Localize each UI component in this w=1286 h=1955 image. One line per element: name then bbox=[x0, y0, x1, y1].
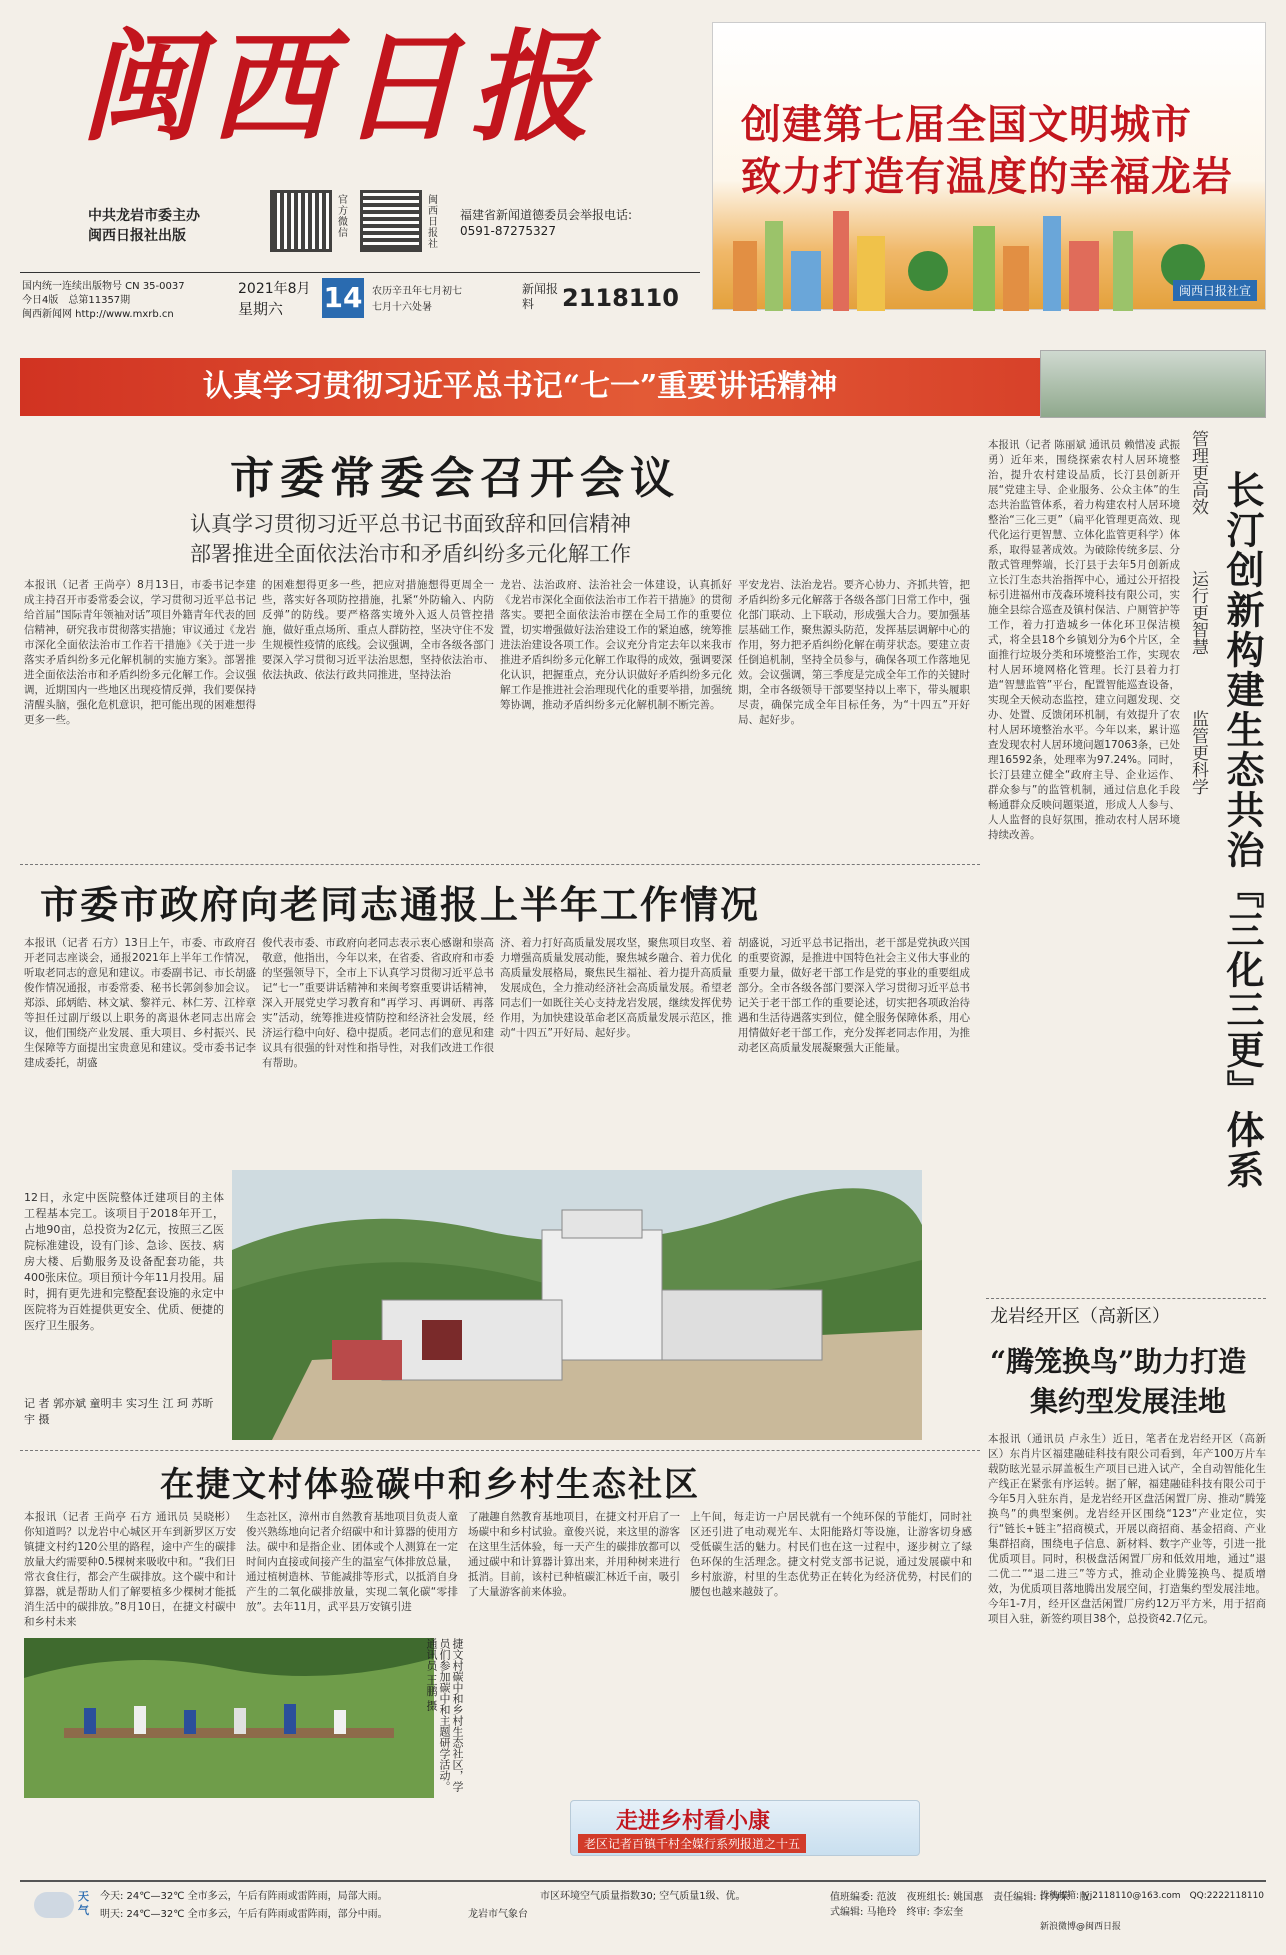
lunar-date: 农历辛丑年七月初七 bbox=[372, 286, 462, 297]
article4-title2: 集约型发展洼地 bbox=[1030, 1385, 1227, 1418]
editors: 值班编委: 范波 夜班组长: 姚国惠 责任编辑: 许为荣 版式编辑: 马艳玲 终审: 李宏奎 bbox=[830, 1892, 1090, 1918]
civilization-banner bbox=[712, 22, 1266, 310]
article3-subtitle-a: 管理更高效 bbox=[1188, 430, 1208, 515]
hospital-photo bbox=[232, 1170, 922, 1440]
article1-col2: 的困难想得更多一些，把应对措施想得更周全一些，落实好各项防控措施，扎紧“外防输入、内防反弹”的防线。要严格落实境外入返人员管控措施，做好重点场所、重点人群防控，坚决守住不发生规模性疫情的底线。会议强调，全市各级各部门要深入学习贯彻习近平法治思想，坚持依法治市、依法执政、依法行政共同推进，坚持法治 bbox=[262, 579, 494, 681]
article1-subtitle1: 认真学习贯彻习近平总书记书面致辞和回信精神 bbox=[190, 512, 631, 536]
article1-subtitle2: 部署推进全面依法治市和矛盾纠纷多元化解工作 bbox=[190, 542, 631, 566]
report-hotline-label: 福建省新闻道德委员会举报电话: bbox=[460, 208, 633, 222]
banner-credit: 闽西日报社宣 bbox=[1173, 280, 1257, 301]
article4-title1: “腾笼换鸟”助力打造 bbox=[990, 1345, 1247, 1378]
qr-code-wechat-label: 官方微信 bbox=[338, 195, 348, 239]
article5-col4: 上午间，每走访一户居民就有一个纯环保的节能灯，同时社区还引进了电动观光车、太阳能路灯等设施，让游客切身感受低碳生活的魅力。村民们也在这一过程中，逐步树立了绿色环保的生活理念。捷文村党支部书记说，通过发展碳中和乡村旅游，村里的生态优势正在转化为经济优势，村民们的腰包也越来越鼓了。 bbox=[690, 1511, 972, 1598]
qr-code-app-label: 闽西日报社 bbox=[428, 195, 438, 250]
issue-date: 2021年8月 bbox=[238, 281, 311, 297]
theme-banner-text: 认真学习贯彻习近平总书记“七一”重要讲话精神 bbox=[202, 369, 838, 404]
weather-label: 天气 bbox=[78, 1890, 89, 1917]
article3-body: 本报讯（记者 陈丽斌 通讯员 赖惜凌 武振勇）近年来，围绕探索农村人居环境整治，提升农村建设品质，长汀县创新开展“党建主导、企业服务、公众主体”的生态共治监管体系，着力构建农村人居环境整治“三化三更”（扁平化管理更高效、现代化运行更智慧、立体化监管更科学）体系，取得显著成效。为破除传统多层、分散式管理弊端，长汀县于去年5月创新成立长汀生态共治指挥中心，通过公开招投标引进福州市茂森环境科技有限公司，实施全县综合巡查及镇村保洁、户厕管护等工作，着力打造城乡一体化环卫保洁模式，将全县18个乡镇划分为6个片区，全面推行垃圾分类和环境整治工作，实现农村人居环境网格化管理。长汀县着力打造“智慧监管”平台，配置智能巡查设备，实现全天候动态监控，建立问题发现、交办、处置、反馈闭环机制，有效提升了农村人居环境整治水平。今年以来，累计巡查发现农村人居环境问题17063条，已处理16592条，处理率为97.24%。同时，长汀县建立健全“政府主导、企业运作、群众参与”的监管机制，通过信息化手段畅通群众反映问题渠道，形成人人参与、人人监督的良好氛围，推动农村人居环境持续改善。 bbox=[988, 439, 1180, 841]
masthead-sponsor: 中共龙岩市委主办 bbox=[88, 208, 200, 224]
masthead-title: 闽西日报 bbox=[80, 17, 600, 158]
article5-col1: 本报讯（记者 王尚亭 石方 通讯员 吴晓彬）你知道吗？以龙岩中心城区开车到新罗区万安镇捷文村约120公里的路程，途中产生的碳排放量大约需要种0.5棵树来吸收中和。“我们日常衣食住行，都会产生碳排放。这个碳中和计算器，就是帮助人们了解要植多少棵树才能抵消生活中的碳排放。”8月10日，在捷文村碳中和乡村未来 bbox=[24, 1511, 236, 1628]
article1-col3: 龙岩、法治政府、法治社会一体建设，认真抓好《龙岩市深化全面依法治市工作若干措施》的贯彻落实。要把全面依法治市摆在全局工作的重要位置，切实增强做好法治建设工作的紧迫感，统筹推进法治建设各项工作。会议充分肯定去年以来我市推进矛盾纠纷多元化解工作取得的成效，强调要深化认识，把握重点，充分认识做好矛盾纠纷多元化解工作是推进社会治理现代化的重要举措，加强统筹协调，推动矛盾纠纷多元化解机制不断完善。 bbox=[500, 579, 732, 711]
article5-title: 在捷文村体验碳中和乡村生态社区 bbox=[160, 1465, 700, 1505]
series-banner-title: 走进乡村看小康 bbox=[616, 1808, 771, 1834]
article5-col3: 了融趣自然教育基地项目，在捷文村开启了一场碳中和乡村试验。童俊兴说，来这里的游客在这里生活体验，每一天产生的碳排放都可以通过碳中和计算器计算出来，并用种树来进行抵消。目前，该村已种植碳汇林近千亩，吸引了大量游客前来体验。 bbox=[468, 1511, 680, 1598]
article2-col3: 济、着力打好高质量发展攻坚，聚焦项目攻坚、着力增强高质量发展动能，聚焦城乡融合、着力优化高质量发展格局，聚焦民生福祉、着力提升高质量发展成色，全力推动经济社会高质量发展。希望老同志们一如既往关心支持龙岩发展，继续发挥优势作用，为加快建设革命老区高质量发展示范区，推动“十四五”开好局、起好步。 bbox=[500, 937, 732, 1039]
article3-subtitles bbox=[1186, 430, 1208, 860]
article3-title: 长汀创新构建生态共治『三化三更』体系 bbox=[1220, 470, 1265, 1190]
air-quality: 市区环境空气质量指数30; 空气质量1级、优。 bbox=[540, 1891, 746, 1902]
weather-icon bbox=[34, 1892, 74, 1918]
theme-banner-photo bbox=[1040, 350, 1266, 418]
contribution-email[interactable]: 投稿邮箱: lyj2118110@163.com QQ:2222118110 bbox=[1040, 1891, 1265, 1901]
banner-line2: 致力打造有温度的幸福龙岩 bbox=[741, 153, 1233, 200]
article1-title: 市委常委会召开会议 bbox=[230, 453, 680, 504]
banner-line1: 创建第七届全国文明城市 bbox=[741, 101, 1192, 148]
solar-term: 七月十六处暑 bbox=[372, 302, 432, 313]
article2-title: 市委市政府向老同志通报上半年工作情况 bbox=[40, 882, 761, 927]
weather-credit: 龙岩市气象台 bbox=[468, 1909, 528, 1920]
website: 闽西新闻网 http://www.mxrb.cn bbox=[22, 309, 174, 320]
issn: 国内统一连续出版物号 CN 35-0037 bbox=[22, 281, 185, 292]
weather-today: 今天: 24℃—32℃ 全市多云，午后有阵雨或雷阵雨，局部大雨。 bbox=[100, 1891, 388, 1902]
article2-col4: 胡盛说，习近平总书记指出，老干部是党执政兴国的重要资源，是推进中国特色社会主义伟大事业的重要力量，做好老干部工作是党的事业的重要组成部分。全市各级各部门要深入学习贯彻习近平总书记关于老干部工作的重要论述，切实把各项政治待遇和生活待遇落实到位，健全服务保障体系，用心用情做好老干部工作，充分发挥老同志作用，为推动老区高质量发展凝聚强大正能量。 bbox=[738, 937, 970, 1054]
article1-col4: 平安龙岩、法治龙岩。要齐心协力、齐抓共管，把矛盾纠纷多元化解落于各级各部门日常工作中，强化部门联动、上下联动，形成强大合力。要加强基层基础工作，聚焦源头防范，发挥基层调解中心的作用，努力把矛盾纠纷化解在萌芽状态。要建立责任倒追机制，坚持全员参与，确保各项工作落地见效。会议强调，第三季度是完成全年工作的关键时期，全市各级领导干部要坚持以上率下，带头履职尽责，确保完成全年目标任务，为“十四五”开好局、起好步。 bbox=[738, 579, 970, 726]
article2-col2: 俊代表市委、市政府向老同志表示衷心感谢和崇高敬意，他指出，今年以来，在省委、省政府和市委的坚强领导下，全市上下认真学习贯彻习近平总书记“七一”重要讲话精神和来闽考察重要讲话精神，深入开展党史学习教育和“再学习、再调研、再落实”活动，统筹推进疫情防控和经济社会发展，经济运行稳中向好、稳中提质。老同志们的意见和建议具有很强的针对性和指导性，对我们改进工作很有帮助。 bbox=[262, 937, 494, 1069]
article3-subtitle-c: 监管更科学 bbox=[1188, 710, 1208, 795]
issue-day: 14 bbox=[322, 278, 364, 318]
weibo[interactable]: 新浪微博@闽西日报 bbox=[1040, 1922, 1122, 1932]
series-banner-sub: 老区记者百镇千村全媒行系列报道之十五 bbox=[578, 1834, 806, 1853]
issue-pages: 今日4版 总第11357期 bbox=[22, 295, 131, 306]
hospital-photo-caption: 12日，永定中医院整体迁建项目的主体工程基本完工。该项目于2018年开工，占地90亩，总投资为2亿元，按照三乙医院标准建设，设有门诊、急诊、医技、病房大楼、后勤服务及设备配套功能，共400张床位。项目预计今年11月投用。届时，拥有更先进和完整配套设施的永定中医院将为百姓提供更安全、优质、便捷的医疗卫生服务。 bbox=[24, 1191, 224, 1332]
village-photo bbox=[24, 1638, 434, 1798]
issue-weekday: 星期六 bbox=[238, 300, 284, 318]
qr-code-app[interactable] bbox=[360, 190, 422, 252]
news-hotline-label: 新闻报料 bbox=[522, 282, 559, 311]
article4-body: 本报讯（通讯员 卢永生）近日，笔者在龙岩经开区（高新区）东肖片区福建融硅科技有限公司看到，年产100万片车载防眩光显示屏盖板生产项目已进入试产，全自动智能化生产线正在紧张有序运转。据了解，福建融硅科技有限公司于今年5月入驻东肖，是龙岩经开区盘活闲置厂房、推动“腾笼换鸟”的典型案例。龙岩经开区围绕“123”产业定位，实行“链长+链主”招商模式，开展以商招商、基金招商、产业集群招商，围绕电子信息、新材料、数字产业等，引进一批优质项目。同时，积极盘活闲置厂房和低效用地，通过“退二优二”“退二进三”等方式，推动企业腾笼换鸟、提质增效，为优质项目落地腾出发展空间，打造集约型发展洼地。今年1-7月，经开区盘活闲置厂房约12万平方米，用于招商项目入驻，新签约项目38个，总投资42.7亿元。 bbox=[988, 1433, 1266, 1625]
weather-tomorrow: 明天: 24℃—32℃ 全市多云，午后有阵雨或雷阵雨，部分中雨。 bbox=[100, 1909, 388, 1920]
news-hotline: 2118110 bbox=[562, 284, 679, 312]
masthead-publisher: 闽西日报社出版 bbox=[88, 228, 186, 244]
village-photo-caption: 捷文村碳中和乡村生态社区，学员们参加碳中和主题研学活动。通讯员 王鹏 摄 bbox=[425, 1638, 464, 1792]
report-hotline-number: 0591-87275327 bbox=[460, 224, 556, 238]
article3-subtitle-b: 运行更智慧 bbox=[1188, 570, 1208, 655]
article2-col1: 本报讯（记者 石方）13日上午，市委、市政府召开老同志座谈会，通报2021年上半年工作情况，听取老同志的意见和建议。市委副书记、市长胡盛俊作情况通报，市委常委、秘书长郭剑参加会议。郑添、邱炳皓、林文斌、黎祥元、林仁芳、江梓章等担任过副厅级以上职务的离退休老同志出席会议，他们围绕产业发展、重大项目、乡村振兴、民生保障等方面提出宝贵意见和建议。受市委书记李建成委托，胡盛 bbox=[24, 937, 256, 1069]
hospital-photo-credit: 记 者 郭亦斌 童明丰 实习生 江 珂 苏昕宇 摄 bbox=[24, 1397, 214, 1426]
article1-col1: 本报讯（记者 王尚亭）8月13日，市委书记李建成主持召开市委常委会议，学习贯彻习近平总书记给首届“国际青年领袖对话”项目外籍青年代表的回信精神，研究我市贯彻落实措施；审议通过《龙岩市深化全面依法治市工作若干措施》《关于进一步落实矛盾纠纷多元化解机制的实施方案》。部署推进全面依法治市和矛盾纠纷多元化解工作。会议强调，近期国内一些地区出现疫情反弹，我们要保持清醒头脑，强化危机意识，把可能出现的困难想得更多一些。 bbox=[24, 579, 256, 726]
qr-code-wechat[interactable] bbox=[270, 190, 332, 252]
article5-col2: 生态社区，漳州市自然教育基地项目负责人童俊兴熟练地向记者介绍碳中和计算器的使用方法。碳中和是指企业、团体或个人测算在一定时间内直接或间接产生的温室气体排放总量，通过植树造林、节能减排等形式，以抵消自身产生的二氧化碳排放量，实现二氧化碳“零排放”。去年11月，武平县万安镇引进 bbox=[246, 1511, 458, 1613]
article4-kicker: 龙岩经开区（高新区） bbox=[990, 1306, 1170, 1327]
